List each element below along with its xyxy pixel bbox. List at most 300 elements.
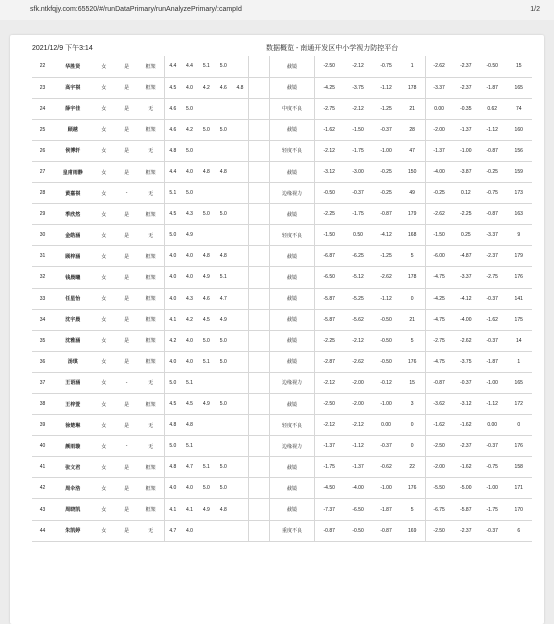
row-number-cell: 23 xyxy=(32,77,53,98)
os-cylinder-cell: -0.37 xyxy=(453,372,479,393)
od-sphere-cell: -2.50 xyxy=(314,394,344,415)
os-sphere-cell: -3.62 xyxy=(425,394,452,415)
correction-type-cell: 框架 xyxy=(138,309,164,330)
os-sphere-cell: -6.75 xyxy=(425,499,452,520)
student-name-cell: 高宇祺 xyxy=(53,77,92,98)
od-sphere-cell: -2.25 xyxy=(314,204,344,225)
os-sphere-cell: -1.50 xyxy=(425,225,452,246)
os-sphere-cell: -3.37 xyxy=(425,77,452,98)
va-right-corrected-cell: 4.8 xyxy=(215,246,232,267)
va-right-cell: 4.7 xyxy=(181,457,198,478)
od-axis-value-cell: -0.50 xyxy=(372,330,399,351)
correction-type-cell: 无 xyxy=(138,372,164,393)
gender-cell: 女 xyxy=(92,415,115,436)
os-cylinder-cell: -0.35 xyxy=(453,98,479,119)
vision-data-table xyxy=(32,56,532,542)
va-left-cell: 4.5 xyxy=(164,394,181,415)
vision-status-cell: 截镜 xyxy=(270,161,314,182)
row-number-cell: 40 xyxy=(32,436,53,457)
blank-cell xyxy=(249,351,270,372)
row-number-cell: 31 xyxy=(32,246,53,267)
os-axis-value-cell: -0.25 xyxy=(479,161,505,182)
va-left-corrected-cell: 4.9 xyxy=(198,394,215,415)
student-name-cell: 黄嘉祺 xyxy=(53,183,92,204)
va-right-cell: 4.5 xyxy=(181,394,198,415)
gender-cell: 女 xyxy=(92,246,115,267)
vision-status-cell: 截镜 xyxy=(270,267,314,288)
va-right-corrected-cell: 4.6 xyxy=(215,77,232,98)
student-name-cell: 王语涵 xyxy=(53,372,92,393)
vision-status-cell: 截镜 xyxy=(270,309,314,330)
vision-status-cell: 截镜 xyxy=(270,478,314,499)
od-sphere-cell: -2.12 xyxy=(314,415,344,436)
od-axis-cell: 0 xyxy=(400,415,425,436)
od-axis-cell: 0 xyxy=(400,288,425,309)
vision-status-cell: 截镜 xyxy=(270,457,314,478)
blank-cell xyxy=(249,330,270,351)
od-cylinder-cell: -6.25 xyxy=(344,246,373,267)
va-left-corrected-cell: 5.1 xyxy=(198,56,215,77)
row-number-cell: 24 xyxy=(32,98,53,119)
va-left-cell: 4.8 xyxy=(164,415,181,436)
os-cylinder-cell: -4.00 xyxy=(453,309,479,330)
correction-type-cell: 框架 xyxy=(138,330,164,351)
va-left-cell: 4.5 xyxy=(164,77,181,98)
va-left-cell: 4.6 xyxy=(164,98,181,119)
od-sphere-cell: -0.50 xyxy=(314,183,344,204)
page-url: sfk.ntkfqjy.com:65520/#/runDataPrimary/runAnalyzePrimary/:campId xyxy=(30,6,242,13)
printed-page xyxy=(10,35,544,624)
os-axis-value-cell: 0.00 xyxy=(479,415,505,436)
correction-type-cell: 框架 xyxy=(138,56,164,77)
va-extra-cell xyxy=(232,520,249,541)
row-number-cell: 35 xyxy=(32,330,53,351)
flag-cell: - xyxy=(116,436,138,457)
va-right-corrected-cell xyxy=(215,98,232,119)
blank-cell xyxy=(249,119,270,140)
os-sphere-cell: -2.00 xyxy=(425,457,452,478)
gender-cell: 女 xyxy=(92,351,115,372)
row-number-cell: 22 xyxy=(32,56,53,77)
blank-cell xyxy=(249,457,270,478)
student-name-cell: 顾越 xyxy=(53,119,92,140)
od-axis-value-cell: 0.00 xyxy=(372,415,399,436)
od-axis-cell: 176 xyxy=(400,351,425,372)
gender-cell: 女 xyxy=(92,478,115,499)
os-sphere-cell: -2.75 xyxy=(425,330,452,351)
va-extra-cell xyxy=(232,351,249,372)
gender-cell: 女 xyxy=(92,372,115,393)
os-axis-value-cell: -1.87 xyxy=(479,351,505,372)
od-sphere-cell: -5.87 xyxy=(314,288,344,309)
va-right-corrected-cell xyxy=(215,140,232,161)
od-axis-value-cell: -0.12 xyxy=(372,372,399,393)
os-axis-value-cell: -2.37 xyxy=(479,246,505,267)
va-extra-cell xyxy=(232,161,249,182)
os-sphere-cell: -2.62 xyxy=(425,56,452,77)
va-left-cell: 4.8 xyxy=(164,140,181,161)
va-right-cell: 4.3 xyxy=(181,288,198,309)
od-cylinder-cell: -1.75 xyxy=(344,140,373,161)
table-row xyxy=(32,478,532,499)
os-axis-value-cell: -2.75 xyxy=(479,267,505,288)
table-row xyxy=(32,520,532,541)
va-left-corrected-cell: 5.0 xyxy=(198,119,215,140)
va-right-corrected-cell xyxy=(215,436,232,457)
os-sphere-cell: -4.75 xyxy=(425,309,452,330)
va-right-cell: 4.0 xyxy=(181,161,198,182)
va-left-cell: 4.0 xyxy=(164,351,181,372)
row-number-cell: 28 xyxy=(32,183,53,204)
va-left-corrected-cell: 4.8 xyxy=(198,246,215,267)
va-right-cell: 5.0 xyxy=(181,98,198,119)
od-axis-value-cell: -0.75 xyxy=(372,56,399,77)
browser-print-header xyxy=(0,0,554,20)
os-axis-value-cell: -0.75 xyxy=(479,457,505,478)
blank-cell xyxy=(249,372,270,393)
va-left-cell: 4.0 xyxy=(164,478,181,499)
flag-cell: 是 xyxy=(116,288,138,309)
od-axis-value-cell: -0.25 xyxy=(372,161,399,182)
va-right-cell: 4.2 xyxy=(181,309,198,330)
va-extra-cell xyxy=(232,288,249,309)
od-axis-cell: 178 xyxy=(400,77,425,98)
correction-type-cell: 框架 xyxy=(138,499,164,520)
row-number-cell: 44 xyxy=(32,520,53,541)
od-axis-cell: 28 xyxy=(400,119,425,140)
va-left-corrected-cell: 5.0 xyxy=(198,478,215,499)
os-axis-value-cell: -3.37 xyxy=(479,225,505,246)
os-sphere-cell: -2.00 xyxy=(425,119,452,140)
student-name-cell: 沈雅涵 xyxy=(53,330,92,351)
va-left-corrected-cell xyxy=(198,436,215,457)
od-axis-value-cell: -1.12 xyxy=(372,288,399,309)
flag-cell: 是 xyxy=(116,119,138,140)
student-name-cell: 朱凯婷 xyxy=(53,520,92,541)
os-axis-cell: 163 xyxy=(505,204,532,225)
va-right-corrected-cell xyxy=(215,225,232,246)
row-number-cell: 33 xyxy=(32,288,53,309)
os-cylinder-cell: -2.62 xyxy=(453,330,479,351)
od-axis-value-cell: -1.87 xyxy=(372,499,399,520)
va-left-corrected-cell: 5.0 xyxy=(198,330,215,351)
od-sphere-cell: -6.87 xyxy=(314,246,344,267)
od-axis-cell: 21 xyxy=(400,309,425,330)
blank-cell xyxy=(249,204,270,225)
os-sphere-cell: -5.50 xyxy=(425,478,452,499)
va-left-cell: 4.1 xyxy=(164,499,181,520)
gender-cell: 女 xyxy=(92,457,115,478)
od-cylinder-cell: -5.25 xyxy=(344,288,373,309)
page-title: 数据概览 - 南通开发区中小学视力防控平台 xyxy=(266,45,399,52)
gender-cell: 女 xyxy=(92,98,115,119)
va-left-cell: 4.4 xyxy=(164,161,181,182)
od-axis-cell: 176 xyxy=(400,478,425,499)
correction-type-cell: 无 xyxy=(138,183,164,204)
row-number-cell: 25 xyxy=(32,119,53,140)
os-axis-cell: 15 xyxy=(505,56,532,77)
od-axis-cell: 3 xyxy=(400,394,425,415)
va-right-cell: 4.1 xyxy=(181,499,198,520)
table-row xyxy=(32,161,532,182)
od-axis-value-cell: -1.00 xyxy=(372,478,399,499)
os-axis-value-cell: -0.37 xyxy=(479,330,505,351)
od-axis-value-cell: -1.00 xyxy=(372,394,399,415)
table-row xyxy=(32,119,532,140)
va-right-cell: 4.0 xyxy=(181,351,198,372)
va-extra-cell xyxy=(232,183,249,204)
va-right-cell: 4.0 xyxy=(181,330,198,351)
vision-status-cell: 中度不良 xyxy=(270,98,314,119)
va-extra-cell xyxy=(232,330,249,351)
va-right-cell: 4.9 xyxy=(181,225,198,246)
flag-cell: 是 xyxy=(116,140,138,161)
os-sphere-cell: -4.75 xyxy=(425,351,452,372)
va-left-corrected-cell: 4.8 xyxy=(198,161,215,182)
va-left-cell: 4.0 xyxy=(164,246,181,267)
correction-type-cell: 框架 xyxy=(138,288,164,309)
od-cylinder-cell: -2.12 xyxy=(344,330,373,351)
od-sphere-cell: -1.50 xyxy=(314,225,344,246)
blank-cell xyxy=(249,415,270,436)
table-row xyxy=(32,394,532,415)
va-extra-cell xyxy=(232,204,249,225)
os-axis-cell: 175 xyxy=(505,309,532,330)
vision-status-cell: 重度不良 xyxy=(270,520,314,541)
os-cylinder-cell: -4.87 xyxy=(453,246,479,267)
flag-cell: - xyxy=(116,372,138,393)
blank-cell xyxy=(249,225,270,246)
os-axis-cell: 173 xyxy=(505,183,532,204)
vision-status-cell: 截镜 xyxy=(270,119,314,140)
vision-status-cell: 截镜 xyxy=(270,204,314,225)
blank-cell xyxy=(249,436,270,457)
student-name-cell: 张文君 xyxy=(53,457,92,478)
va-left-corrected-cell xyxy=(198,98,215,119)
table-row xyxy=(32,415,532,436)
od-sphere-cell: -7.37 xyxy=(314,499,344,520)
va-left-corrected-cell xyxy=(198,415,215,436)
od-cylinder-cell: -2.12 xyxy=(344,415,373,436)
od-axis-cell: 15 xyxy=(400,372,425,393)
od-cylinder-cell: -1.75 xyxy=(344,204,373,225)
va-left-corrected-cell: 4.5 xyxy=(198,309,215,330)
od-cylinder-cell: -2.12 xyxy=(344,56,373,77)
os-axis-cell: 160 xyxy=(505,119,532,140)
flag-cell: 是 xyxy=(116,499,138,520)
vision-status-cell: 截镜 xyxy=(270,394,314,415)
os-sphere-cell: -2.62 xyxy=(425,204,452,225)
va-right-cell: 5.0 xyxy=(181,140,198,161)
correction-type-cell: 无 xyxy=(138,140,164,161)
vision-status-cell: 截镜 xyxy=(270,246,314,267)
va-left-cell: 4.8 xyxy=(164,457,181,478)
va-left-cell: 4.0 xyxy=(164,267,181,288)
os-axis-value-cell: -1.75 xyxy=(479,499,505,520)
blank-cell xyxy=(249,478,270,499)
os-axis-cell: 176 xyxy=(505,436,532,457)
va-extra-cell xyxy=(232,246,249,267)
page-header xyxy=(10,35,544,55)
od-cylinder-cell: -2.12 xyxy=(344,98,373,119)
table-row xyxy=(32,330,532,351)
vision-status-cell: 截镜 xyxy=(270,499,314,520)
os-axis-value-cell: -1.12 xyxy=(479,394,505,415)
va-left-corrected-cell: 4.9 xyxy=(198,267,215,288)
blank-cell xyxy=(249,161,270,182)
blank-cell xyxy=(249,499,270,520)
os-sphere-cell: -1.62 xyxy=(425,415,452,436)
row-number-cell: 43 xyxy=(32,499,53,520)
correction-type-cell: 框架 xyxy=(138,161,164,182)
correction-type-cell: 框架 xyxy=(138,478,164,499)
flag-cell: 是 xyxy=(116,457,138,478)
os-cylinder-cell: -4.12 xyxy=(453,288,479,309)
os-sphere-cell: -1.37 xyxy=(425,140,452,161)
os-axis-value-cell: -0.87 xyxy=(479,140,505,161)
va-left-corrected-cell xyxy=(198,183,215,204)
od-axis-cell: 47 xyxy=(400,140,425,161)
table-row xyxy=(32,372,532,393)
blank-cell xyxy=(249,520,270,541)
od-sphere-cell: -2.75 xyxy=(314,98,344,119)
va-right-cell: 4.0 xyxy=(181,246,198,267)
od-sphere-cell: -2.12 xyxy=(314,140,344,161)
os-axis-value-cell: -0.75 xyxy=(479,183,505,204)
va-extra-cell xyxy=(232,415,249,436)
od-cylinder-cell: -4.00 xyxy=(344,478,373,499)
od-sphere-cell: -4.25 xyxy=(314,77,344,98)
od-sphere-cell: -6.50 xyxy=(314,267,344,288)
row-number-cell: 29 xyxy=(32,204,53,225)
os-axis-cell: 0 xyxy=(505,415,532,436)
flag-cell: - xyxy=(116,183,138,204)
blank-cell xyxy=(249,309,270,330)
va-right-cell: 4.0 xyxy=(181,520,198,541)
student-name-cell: 任星怡 xyxy=(53,288,92,309)
va-right-cell: 5.1 xyxy=(181,436,198,457)
blank-cell xyxy=(249,56,270,77)
od-sphere-cell: -2.25 xyxy=(314,330,344,351)
od-axis-cell: 49 xyxy=(400,183,425,204)
flag-cell: 是 xyxy=(116,77,138,98)
gender-cell: 女 xyxy=(92,520,115,541)
va-right-corrected-cell xyxy=(215,520,232,541)
os-axis-cell: 6 xyxy=(505,520,532,541)
blank-cell xyxy=(249,77,270,98)
flag-cell: 是 xyxy=(116,478,138,499)
va-left-cell: 4.0 xyxy=(164,288,181,309)
od-sphere-cell: -5.87 xyxy=(314,309,344,330)
va-extra-cell: 4.8 xyxy=(232,77,249,98)
correction-type-cell: 无 xyxy=(138,415,164,436)
va-left-cell: 5.0 xyxy=(164,225,181,246)
od-cylinder-cell: -1.12 xyxy=(344,436,373,457)
student-name-cell: 王梓萱 xyxy=(53,394,92,415)
va-right-cell: 4.0 xyxy=(181,478,198,499)
va-right-corrected-cell: 4.8 xyxy=(215,499,232,520)
od-axis-value-cell: -1.12 xyxy=(372,77,399,98)
vision-status-cell: 截镜 xyxy=(270,77,314,98)
table-row xyxy=(32,351,532,372)
flag-cell: 是 xyxy=(116,394,138,415)
va-extra-cell xyxy=(232,394,249,415)
os-axis-cell: 158 xyxy=(505,457,532,478)
os-cylinder-cell: -3.37 xyxy=(453,267,479,288)
row-number-cell: 30 xyxy=(32,225,53,246)
os-sphere-cell: -6.00 xyxy=(425,246,452,267)
od-axis-value-cell: -1.25 xyxy=(372,98,399,119)
od-cylinder-cell: -2.00 xyxy=(344,372,373,393)
va-extra-cell xyxy=(232,267,249,288)
student-name-cell: 徐楚琳 xyxy=(53,415,92,436)
va-right-corrected-cell: 5.0 xyxy=(215,351,232,372)
od-axis-cell: 168 xyxy=(400,225,425,246)
os-axis-value-cell: -1.00 xyxy=(479,372,505,393)
os-axis-cell: 176 xyxy=(505,267,532,288)
va-right-corrected-cell: 4.8 xyxy=(215,161,232,182)
va-left-corrected-cell xyxy=(198,520,215,541)
va-left-corrected-cell: 5.0 xyxy=(198,204,215,225)
od-axis-value-cell: -0.37 xyxy=(372,436,399,457)
va-left-corrected-cell xyxy=(198,140,215,161)
gender-cell: 女 xyxy=(92,309,115,330)
od-sphere-cell: -1.37 xyxy=(314,436,344,457)
od-sphere-cell: -2.12 xyxy=(314,372,344,393)
va-left-cell: 5.0 xyxy=(164,372,181,393)
va-extra-cell xyxy=(232,478,249,499)
vision-status-cell: 轻度不良 xyxy=(270,225,314,246)
va-left-corrected-cell: 4.2 xyxy=(198,77,215,98)
va-extra-cell xyxy=(232,457,249,478)
va-left-corrected-cell xyxy=(198,372,215,393)
row-number-cell: 41 xyxy=(32,457,53,478)
od-sphere-cell: -1.62 xyxy=(314,119,344,140)
va-extra-cell xyxy=(232,436,249,457)
table-row xyxy=(32,183,532,204)
od-cylinder-cell: 0.50 xyxy=(344,225,373,246)
va-right-cell: 4.2 xyxy=(181,119,198,140)
va-right-corrected-cell: 4.9 xyxy=(215,309,232,330)
os-cylinder-cell: 0.12 xyxy=(453,183,479,204)
va-left-cell: 4.4 xyxy=(164,56,181,77)
row-number-cell: 38 xyxy=(32,394,53,415)
gender-cell: 女 xyxy=(92,225,115,246)
va-right-corrected-cell: 5.0 xyxy=(215,457,232,478)
va-left-cell: 4.2 xyxy=(164,330,181,351)
vision-status-cell: 边缘视力 xyxy=(270,436,314,457)
student-name-cell: 薛宇佳 xyxy=(53,98,92,119)
row-number-cell: 39 xyxy=(32,415,53,436)
flag-cell: 是 xyxy=(116,330,138,351)
flag-cell: 是 xyxy=(116,161,138,182)
gender-cell: 女 xyxy=(92,499,115,520)
os-cylinder-cell: -2.37 xyxy=(453,56,479,77)
od-sphere-cell: -2.50 xyxy=(314,56,344,77)
flag-cell: 是 xyxy=(116,520,138,541)
flag-cell: 是 xyxy=(116,415,138,436)
os-axis-cell: 165 xyxy=(505,372,532,393)
gender-cell: 女 xyxy=(92,204,115,225)
od-sphere-cell: -3.12 xyxy=(314,161,344,182)
row-number-cell: 27 xyxy=(32,161,53,182)
flag-cell: 是 xyxy=(116,351,138,372)
od-cylinder-cell: -5.62 xyxy=(344,309,373,330)
correction-type-cell: 无 xyxy=(138,98,164,119)
gender-cell: 女 xyxy=(92,183,115,204)
va-right-corrected-cell: 4.7 xyxy=(215,288,232,309)
os-cylinder-cell: -2.37 xyxy=(453,436,479,457)
